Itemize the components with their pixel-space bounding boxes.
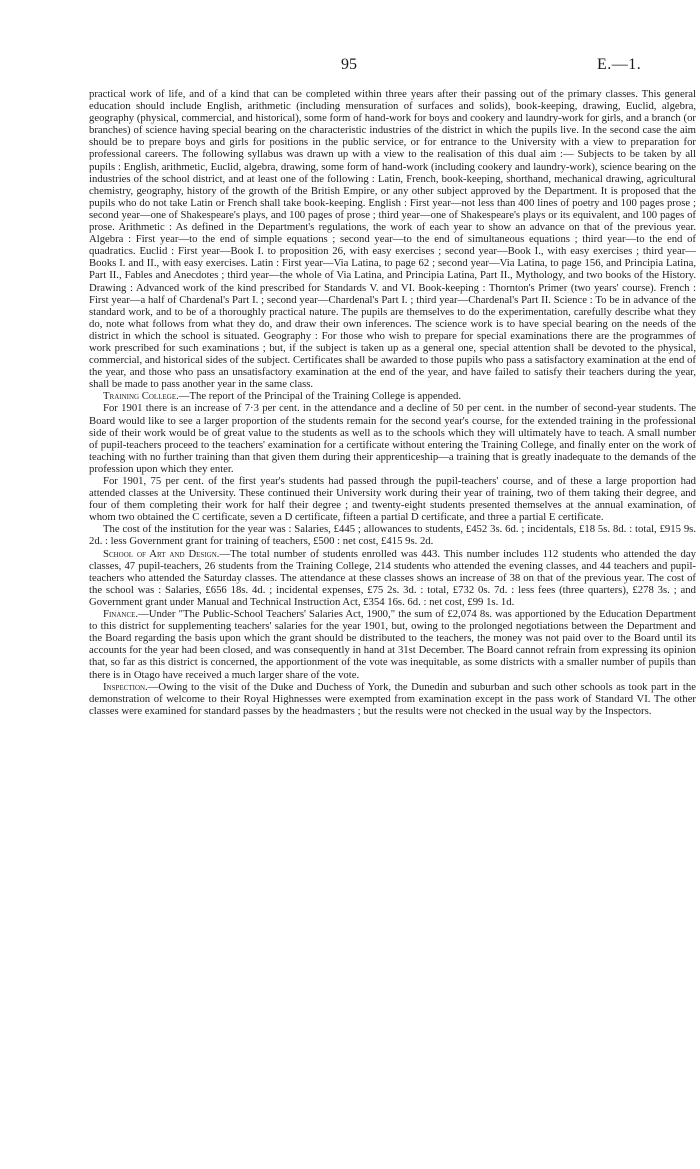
inspection-text: —Owing to the visit of the Duke and Duchess of York, the Dunedin and suburban and such other schools as took part in the demonstration of welcome to their Royal Highnesses were exempted from examination except in the pass work of Standard VI. The other classes were examined for standard passes by the headmasters ; but the results were not checked in the usual way by the Inspectors. — [89, 680, 696, 717]
page-header — [0, 56, 700, 78]
training-college-results: For 1901, 75 per cent. of the first year's students had passed through the pupil-teachers' course, and of these a large proportion had attended classes at the University. These continued their University work during their year of training, two of them taking their degree, and four of them completing their work for half their degree ; and twenty-eight students presented themselves at the annual examination, of whom two obtained the C certificate, seven a D certificate, fifteen a partial D certificate, and three a partial E certificate. — [89, 475, 696, 524]
inspection-paragraph — [89, 681, 696, 717]
syllabus-paragraph: practical work of life, and of a kind that can be completed within three years after their passing out of the primary classes. This general education should include English, arithmetic (including mensuration of surfaces and solids), book-keeping, drawing, Euclid, algebra, geography (physical, commercial, and historical), some form of hand-work for boys and cookery and laundry-work for girls, and a branch (or branches) of science having special bearing on the characteristic industries of the district in which the pupils live. In the second case the aim should be to prepare boys and girls for positions in the public service, or for entrance to the University with a view to preparation for professional careers. The following syllabus was drawn up with a view to the realisation of this dual aim :— Subjects to be taken by all pupils : English, arithmetic, Euclid, algebra, drawing, some form of hand-work (including cookery and laundry-work), science bearing on the industries of the school district, and at least one of the following : Latin, French, book-keeping, shorthand, mechanical drawing, agricultural chemistry, geography, history of the growth of the British Empire, or any other subject approved by the Department. It is proposed that the pupils who do not take Latin or French shall take book-keeping. English : First year—not less than 400 lines of poetry and 100 pages prose ; second year—one of Shakespeare's plays, and 100 pages of prose ; third year—one of Shakespeare's plays or its equivalent, and 100 pages of prose. Arithmetic : As defined in the Department's regulations, the work of each year to show an advance on that of the previous year. Algebra : First year—to the end of simple equations ; second year—to the end of simultaneous equations ; third year—to the end of quadratics. Euclid : First year—Book I. to proposition 26, with easy exercises ; second year—Book I., with easy exercises ; third year—Books I. and II., with easy exercises. Latin : First year—Via Latina, to page 62 ; second year—Via Latina, to page 156, and Principia Latina, Part II., Fables and Anecdotes ; third year—the whole of Via Latina, and Principia Latina, Part II., Mythology, and two books of the History. Drawing : Advanced work of the kind prescribed for Standards V. and VI. Book-keeping : Thornton's Primer (two years' course). French : First year—a half of Chardenal's Part I. ; second year—Chardenal's Part I. ; third year—Chardenal's Part II. Science : To be in advance of the standard work, and to be of a thoroughly practical nature. The pupils are themselves to do the experimentation, carefully describe what they do, note what follows from what they do, and draw their own inferences. The science work is to have special bearing on the needs of the district in which the school is situated. Geography : For those who wish to prepare for special examinations there are the programmes of work prescribed for such examinations ; but, if the subject is taken up as a general one, special attention shall be devoted to the physical, commercial, and historical sides of the subject. Certificates shall be awarded to those pupils who pass a satisfactory examination at the end of the year, and those who pass an unsatisfactory examination at the end of the year, and have failed to satisfy their teachers during the year, shall be made to pass another year in the same class. — [89, 88, 696, 391]
training-college-intro — [89, 390, 696, 402]
section-heading-inspection: Inspection. — [103, 680, 148, 693]
training-college-attendance: For 1901 there is an increase of 7·3 per cent. in the attendance and a decline of 50 per cent. in the number of second-year students. The Board would like to see a larger proportion of the students remain for the second year's course, for the extended training in the professional side of their work would be of great value to the students as well as to the schools which they will ultimately have to teach. A small number of pupil-teachers proceed to the teachers' examination for a certificate without entering the Training College, and finally enter on the work of teaching with no further training than that given them during their apprenticeship—a training that is greatly inadequate to the demands of the profession upon which they enter. — [89, 402, 696, 475]
art-school-paragraph — [89, 548, 696, 608]
finance-paragraph — [89, 608, 696, 681]
section-heading-art-design: School of Art and Design. — [103, 547, 220, 560]
section-heading-finance: Finance. — [103, 608, 139, 621]
document-reference: E.—1. — [597, 56, 642, 73]
body-text — [89, 88, 696, 717]
training-college-cost: The cost of the institution for the year was : Salaries, £445 ; allowances to students, £452 3s. 6d. ; incidentals, £18 5s. 8d. : total, £915 9s. 2d. : less Government grant for training of teachers, £500 : net cost, £415 9s. 2d. — [89, 523, 696, 548]
finance-text: —Under "The Public-School Teachers' Salaries Act, 1900," the sum of £2,074 8s. was apportioned by the Education Department to this district for supplementing teachers' salaries for the year 1901, but, owing to the prolonged negotiations between the Department and the Board regarding the basis upon which the grant should be distributed to the teachers, the money was not paid over to the Board until its accounts for the year had been closed, and was consequently in hand at 31st December. The Board cannot refrain from expressing its opinion that, so far as this district is concerned, the apportionment of the vote was inequitable, as some districts with a smaller number of pupils than there is in Otago have received a much larger share of the vote. — [89, 608, 696, 681]
training-college-intro-text: —The report of the Principal of the Training College is appended. — [178, 390, 462, 403]
page-number: 95 — [341, 56, 357, 73]
art-school-text: —The total number of students enrolled was 443. This number includes 112 students who attended the day classes, 47 pupil-teachers, 26 students from the Training College, 214 students who attended the evening classes, and 44 teachers and pupil-teachers who attended the Saturday classes. The attendance at these classes shows an increase of 38 on that of the previous year. The cost of the school was : Salaries, £656 18s. 4d. ; incidental expenses, £75 2s. 3d. : total, £732 0s. 7d. : less fees (three quarters), £278 3s. ; and Government grant under Manual and Technical Instruction Act, £354 16s. 6d. : net cost, £99 1s. 1d. — [89, 547, 696, 608]
section-heading-training-college: Training College. — [103, 390, 179, 403]
